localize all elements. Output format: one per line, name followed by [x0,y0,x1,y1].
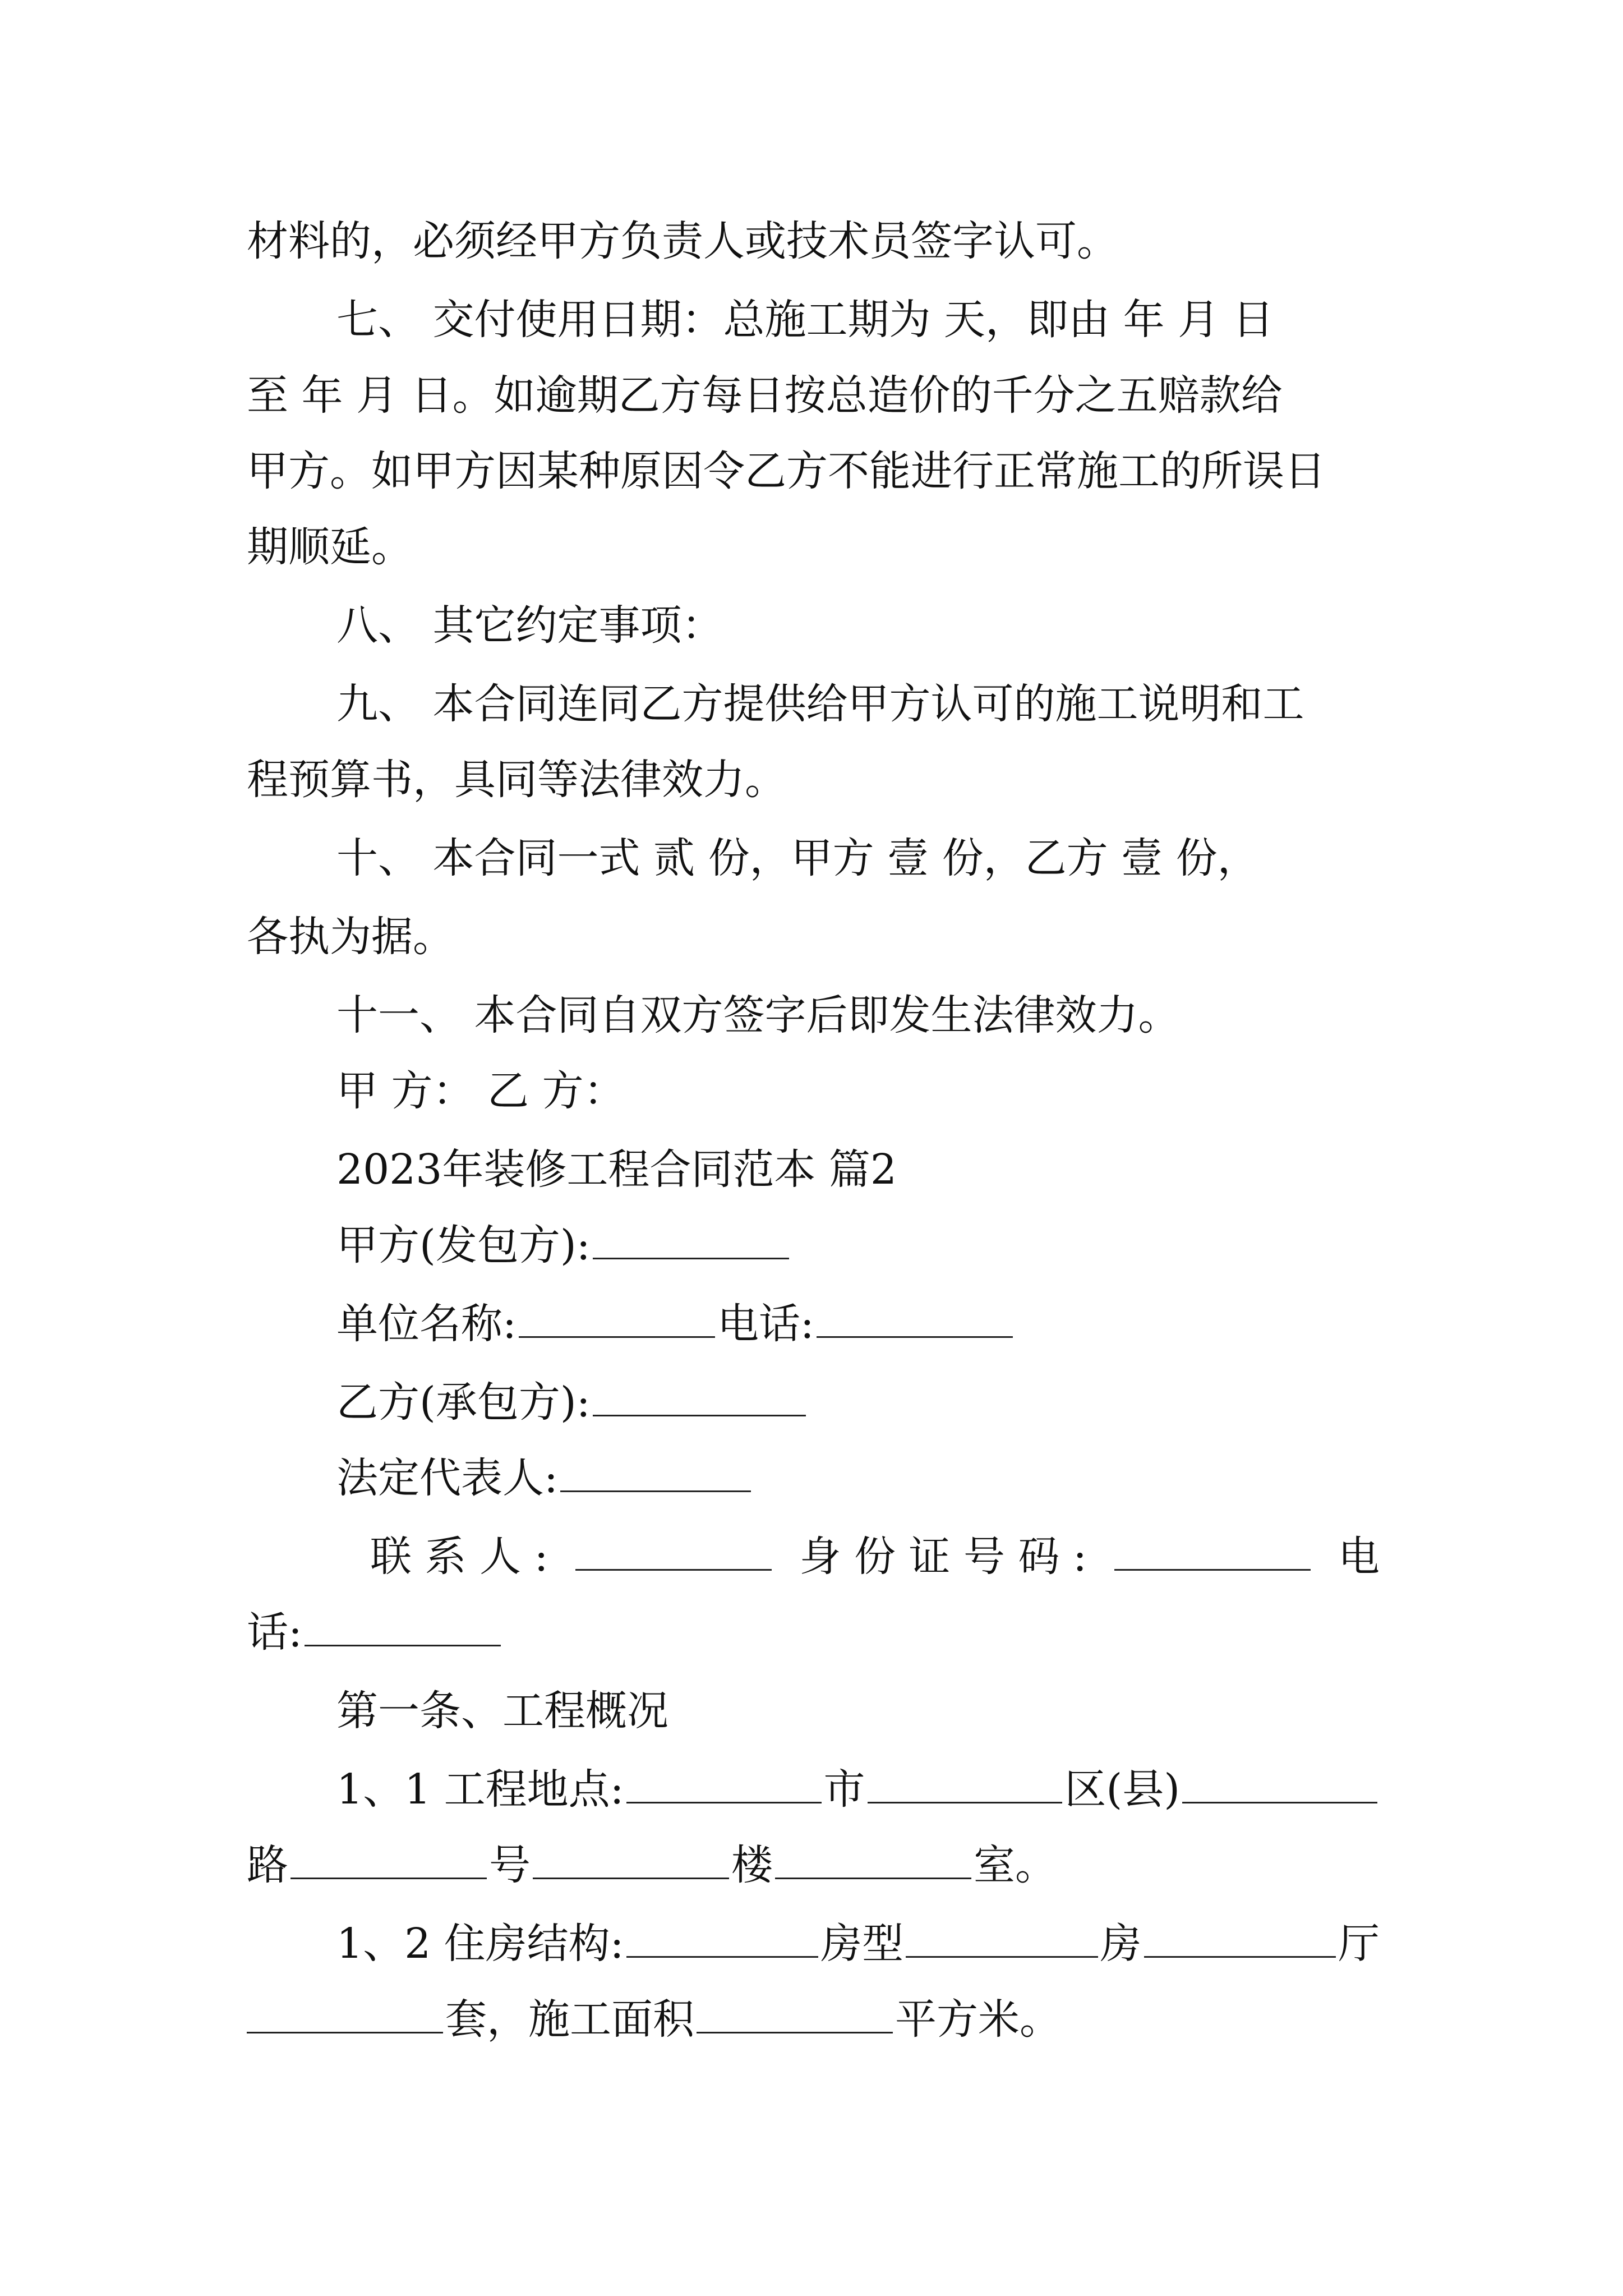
field-label: 市 [823,1765,865,1814]
field-label: 室。 [974,1841,1057,1889]
line-text: 十、 本合同一式 贰 份，甲方 壹 份，乙方 壹 份， [336,834,1259,882]
field-label: 1、2 住房结构: [336,1920,624,1968]
blank-underline [593,1218,789,1259]
line-text: 期顺延。 [247,523,413,571]
line-text: 七、 交付使用日期：总施工期为 天，即由 年 月 日 [336,296,1274,344]
field-label: 房型 [820,1920,904,1968]
blank-underline [1182,1763,1377,1803]
clause-11-line [336,982,1380,1049]
line-text: 2023年装修工程合同范本 篇2 [336,1145,897,1194]
blank-underline [519,1297,715,1338]
party-a-line [336,1212,1380,1279]
line-text: 甲方。如甲方因某种原因令乙方不能进行正常施工的所误日 [247,447,1326,495]
blank-underline [906,1917,1098,1958]
field-label: 平方米。 [895,1995,1061,2044]
field-label: 电话: [717,1300,814,1348]
section-heading [336,1136,1380,1203]
housing-structure-continuation [247,1986,1380,2053]
unit-name-line [336,1290,1380,1358]
text-line [247,513,1380,581]
text-line [247,362,1380,429]
project-location-continuation [247,1832,1380,1899]
clause-9-line [336,670,1380,738]
party-b-line [336,1369,1380,1436]
field-label: 话: [247,1608,302,1657]
blank-underline [868,1763,1063,1803]
blank-underline [533,1838,729,1879]
line-text: 至 年 月 日。如逾期乙方每日按总造价的千分之五赔款给 [247,371,1283,420]
phone-continuation-line [247,1599,1380,1666]
field-label: 路 [247,1841,288,1889]
field-label: 法定代表人: [336,1454,558,1502]
text-line [247,208,1380,275]
field-label: 联 系 人 : [370,1533,548,1581]
line-text: 八、 其它约定事项： [336,601,723,650]
blank-underline [817,1297,1013,1338]
article-1-heading [336,1677,1380,1745]
blank-underline [1114,1530,1311,1571]
project-location-line [336,1756,1380,1823]
text-line [247,746,1380,813]
field-label: 1、1 工程地点: [336,1765,624,1814]
field-label: 号 [489,1841,531,1889]
field-label: 套，施工面积 [445,1995,694,2044]
blank-underline [560,1451,751,1492]
clause-10-line [336,825,1380,892]
line-text: 各执为据。 [247,913,454,961]
field-label: 单位名称: [336,1300,517,1348]
blank-underline [626,1763,822,1803]
line-text: 第一条、工程概况 [336,1687,668,1735]
blank-underline [697,1993,893,2033]
contact-line [370,1523,1380,1590]
field-label: 厅 [1338,1920,1380,1968]
blank-underline [305,1605,501,1646]
line-text: 程预算书，具同等法律效力。 [247,756,786,804]
field-label: 身 份 证 号 码 : [799,1533,1087,1581]
blank-underline [593,1375,806,1416]
line-text: 材料的，必须经甲方负责人或技术员签字认可。 [247,217,1118,265]
line-text: 十一、 本合同自双方签字后即发生法律效力。 [336,991,1180,1039]
blank-underline [1144,1917,1336,1958]
text-line [247,903,1380,970]
housing-structure-line [336,1910,1380,1977]
blank-underline [247,1993,443,2033]
blank-underline [775,1838,971,1879]
legal-rep-line [336,1444,1380,1512]
blank-underline [575,1530,772,1571]
blank-underline [291,1838,487,1879]
text-line [247,438,1380,505]
field-label: 电 [1338,1533,1380,1581]
clause-7-line [336,286,1380,353]
clause-8-line [336,592,1380,659]
field-label: 房 [1100,1920,1142,1968]
line-text: 九、 本合同连同乙方提供给甲方认可的施工说明和工 [336,680,1304,728]
field-label: 乙方(承包方): [336,1378,591,1427]
blank-underline [626,1917,818,1958]
field-label: 甲方(发包方): [336,1221,591,1269]
line-text: 甲 方： 乙 方： [336,1067,625,1115]
signature-parties-line [336,1057,1380,1125]
field-label: 区(县) [1064,1765,1181,1814]
field-label: 楼 [731,1841,773,1889]
